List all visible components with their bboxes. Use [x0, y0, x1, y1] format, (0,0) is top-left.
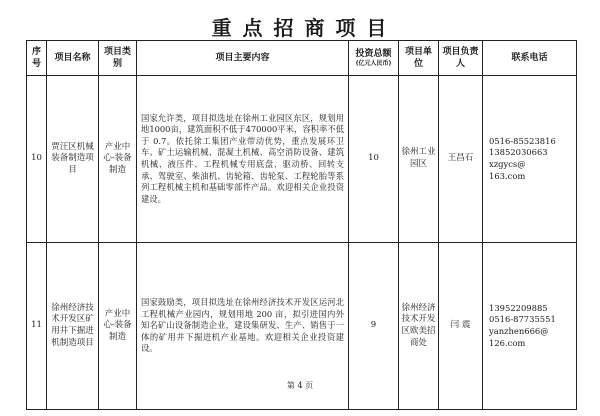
- cell-unit: 徐州工业园区: [399, 76, 439, 243]
- email-line: 126.com: [489, 337, 526, 348]
- cell-investment: 10: [349, 76, 399, 243]
- cell-person: 王昌石: [439, 76, 483, 243]
- header-name: 项目名称: [47, 41, 99, 76]
- cell-person: 闫 震: [439, 243, 483, 410]
- phone-line: 0516-85523816: [489, 135, 556, 146]
- cell-no: 11: [27, 243, 47, 410]
- cell-name: 徐州经济技术开发区矿用井下掘进机制造项目: [47, 243, 99, 410]
- header-phone: 联系电话: [483, 41, 577, 76]
- page-number: 第 4 页: [286, 381, 314, 390]
- phone-line: 13952209885: [489, 302, 548, 313]
- projects-table: [26, 40, 577, 410]
- cell-name: 贾汪区机械装备制造项目: [47, 76, 99, 243]
- cell-no: 10: [27, 76, 47, 243]
- header-investment: [349, 41, 399, 76]
- phone-line: 13852030663: [489, 147, 548, 158]
- email-line: xzgycs@: [489, 159, 526, 169]
- header-investment-label: 投资总额: [355, 49, 392, 59]
- header-no: 序号: [27, 41, 47, 76]
- page-title: 重 点 招 商 项 目: [211, 16, 389, 40]
- header-category: 项目类别: [99, 41, 137, 76]
- cell-investment: 9: [349, 243, 399, 410]
- cell-category: 产业中心-装备制造: [99, 243, 137, 410]
- cell-category: 产业中心-装备制造: [99, 76, 137, 243]
- header-person: 项目负责人: [439, 41, 483, 76]
- cell-content: 国家鼓励类，项目拟选址在徐州经济技术开发区运河北工程机械产业园内，规划用地 200 亩，拟引进国内外知名矿山设备制造企业，建设集研发、生产、销售于一体的矿用井下掘进机产业基地。欢迎相关企业投资建设。: [137, 243, 349, 410]
- email-line: yanzhen666@: [489, 326, 549, 336]
- table-header-row: [27, 41, 577, 76]
- phone-line: 0516-87735551: [489, 314, 556, 325]
- header-content: 项目主要内容: [137, 41, 349, 76]
- cell-content: 国家允许类，项目拟选址在徐州工业园区东区，规划用地1000亩，建筑面积不低于470000平米，容积率不低于 0.7。依托徐工集团产业带动优势，重点发展环卫车、矿土运输机械、混凝土机械、高空消防设备、建筑机械、液压件、工程机械专用底盘、驱动桥、回转支承、驾驶室、柴油机、齿轮箱、齿轮泵、工程轮胎等系列工程机械主机和基础零部件产品。欢迎相关企业投资建设。: [137, 76, 349, 243]
- header-unit: 项目单位: [399, 41, 439, 76]
- email-line: 163.com: [489, 170, 526, 181]
- header-investment-unit: (亿元人民币): [355, 60, 392, 67]
- cell-phone: [483, 76, 577, 243]
- table-row: [27, 76, 577, 243]
- cell-unit: 徐州经济技术开发区欧美招商处: [399, 243, 439, 410]
